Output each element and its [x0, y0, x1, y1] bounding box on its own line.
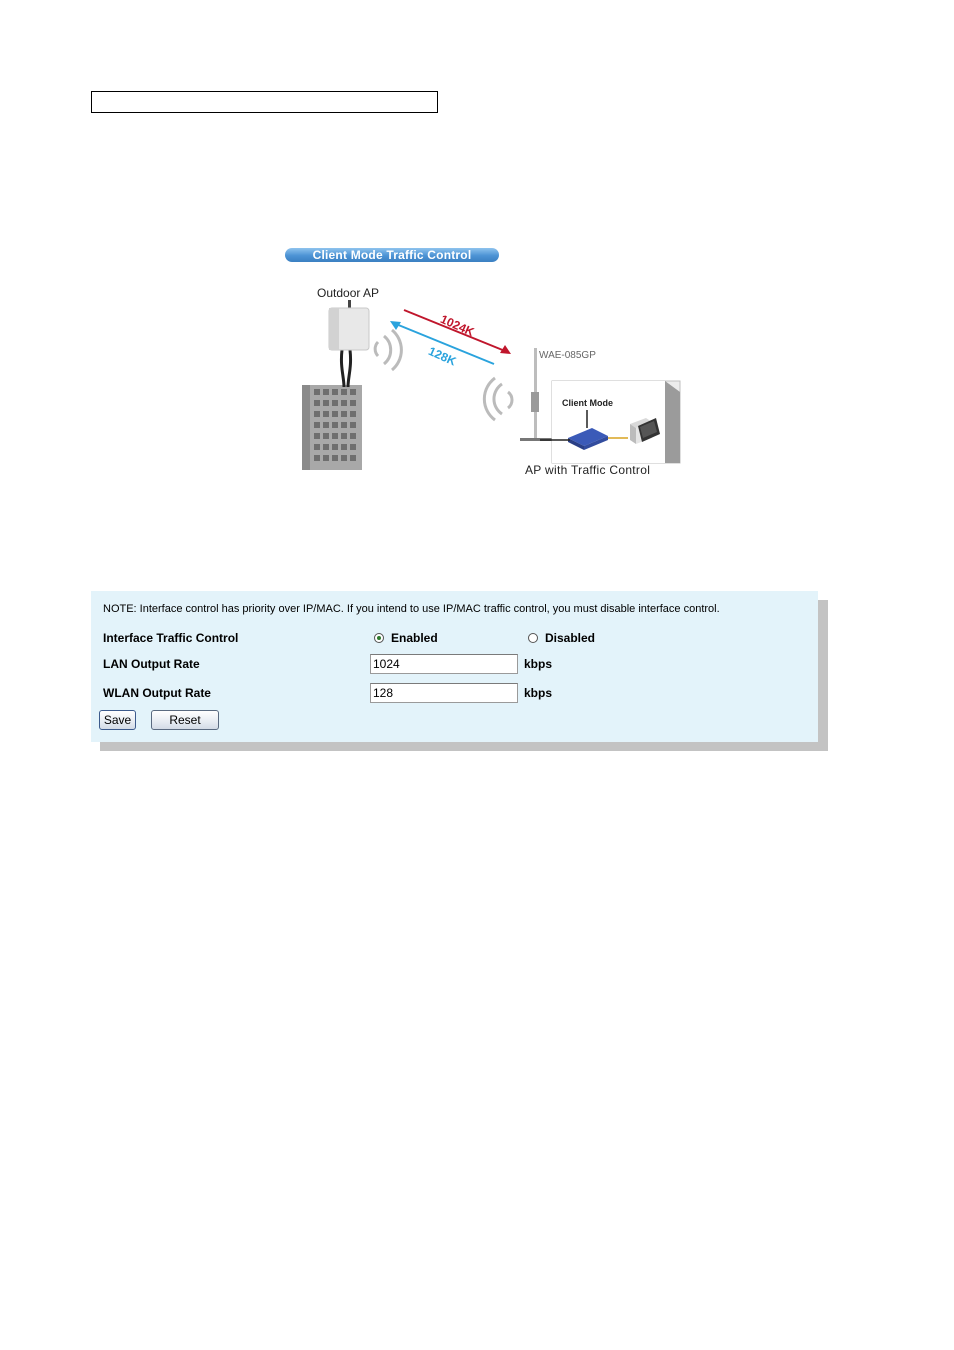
wlan-rate-label: WLAN Output Rate — [103, 686, 211, 700]
note-text: NOTE: Interface control has priority over IP/MAC. If you intend to use IP/MAC traffic control, you must disable interface control. — [103, 603, 720, 615]
device-model-label: WAE-085GP — [539, 350, 596, 361]
diagram-banner: Client Mode Traffic Control — [285, 248, 499, 262]
interface-control-label: Interface Traffic Control — [103, 631, 239, 645]
client-mode-label: Client Mode — [562, 398, 613, 408]
disabled-radio[interactable] — [528, 633, 538, 643]
save-button[interactable]: Save — [99, 710, 136, 730]
client-signal-icon — [484, 378, 512, 420]
uplink-rate-label: 128K — [426, 344, 459, 369]
disabled-option[interactable] — [528, 631, 595, 645]
outdoor-ap-icon — [329, 300, 369, 350]
client-room-panel — [552, 381, 680, 463]
ap-signal-icon — [375, 330, 401, 370]
traffic-control-diagram — [280, 242, 690, 482]
reset-button[interactable]: Reset — [151, 710, 219, 730]
disabled-radio-label[interactable]: Disabled — [545, 631, 596, 645]
traffic-control-form — [91, 591, 818, 742]
lan-rate-unit: kbps — [524, 657, 553, 671]
enabled-radio-label[interactable]: Enabled — [391, 631, 438, 645]
lan-rate-label: LAN Output Rate — [103, 657, 200, 671]
enabled-radio[interactable] — [374, 633, 384, 643]
wlan-rate-input[interactable] — [370, 683, 518, 703]
diagram-caption: AP with Traffic Control — [525, 463, 651, 477]
diagram-illustration — [280, 242, 690, 482]
downlink-rate-label: 1024K — [438, 312, 477, 340]
empty-header-box — [91, 91, 438, 113]
lan-rate-input[interactable] — [370, 654, 518, 674]
wlan-rate-unit: kbps — [524, 686, 553, 700]
outdoor-ap-label: Outdoor AP — [317, 286, 380, 300]
enabled-option[interactable] — [374, 631, 438, 645]
building-icon — [302, 385, 362, 470]
